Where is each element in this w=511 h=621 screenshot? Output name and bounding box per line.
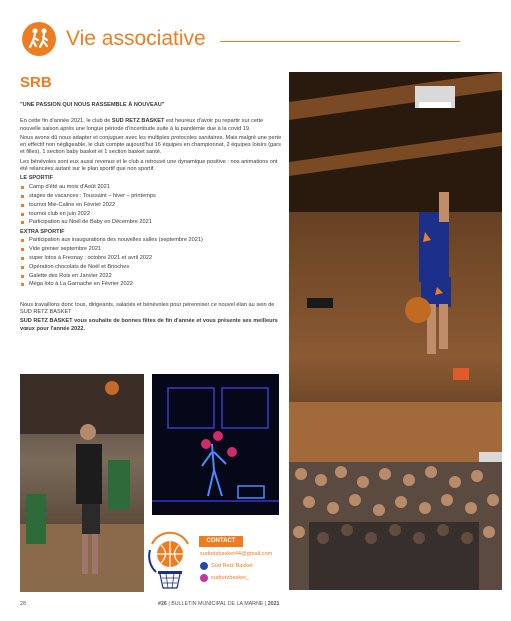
intro-text-c: est heureux d'avoir pu repartir sur cette nouvelle saison après une longue période d'incertitude suite à la pandémie due à la covid 19. xyxy=(20,118,264,132)
sport-list xyxy=(20,184,283,226)
header-divider xyxy=(220,41,460,42)
contact-email[interactable]: sudretzbasket44@gmail.com xyxy=(200,551,273,557)
publication-year: 2021 xyxy=(267,601,280,607)
page-title: Vie associative xyxy=(66,27,206,50)
page-number: 28 xyxy=(20,601,26,607)
instagram-icon[interactable] xyxy=(200,574,208,582)
paragraph-wishes: SUD RETZ BASKET vous souhaite de bonnes fêtes de fin d'année et vous présente ses meilleurs vœux pour l'année 2022. xyxy=(20,318,278,332)
footer-publication xyxy=(158,601,280,607)
photo-light-show xyxy=(152,374,279,515)
article-heading: SRB xyxy=(20,74,52,91)
footer-separator: | xyxy=(264,601,267,607)
list-item: tournoi club en juin 2022 xyxy=(20,211,283,218)
publication-name: BULLETIN MUNICIPAL DE LA MARNE xyxy=(171,601,264,607)
intro-text-a: En cette fin d'année 2021, le club de xyxy=(20,118,112,125)
contact-label: CONTACT xyxy=(199,536,243,547)
list-item: Camp d'été au mois d'Août 2021 xyxy=(20,184,283,191)
footer-separator: | xyxy=(168,601,170,607)
contact-block xyxy=(144,528,284,594)
list-item: Vide grenier septembre 2021 xyxy=(20,246,283,253)
extra-section-title: EXTRA SPORTIF xyxy=(20,228,65,235)
list-item: Galette des Rois en Janvier 2022 xyxy=(20,273,283,280)
paragraph-adapt: Nous avons dû nous adapter et conjuguer avec les multiples protocoles sanitaires. Mais malgré une perte en effectif non négligeable, le club compte aujourd'hui 16 équipes en championnat, 2 équipes loisirs (gars et filles), 1 section baby basket et 1 section basket santé. xyxy=(20,134,282,156)
contact-instagram[interactable]: sudretzbasket_ xyxy=(211,575,249,581)
list-item: Participation aux inaugurations des nouvelles salles (septembre 2021) xyxy=(20,237,283,244)
facebook-icon[interactable] xyxy=(200,562,208,570)
list-item: Participation au Noël de Baby en Décembre 2021 xyxy=(20,219,283,226)
article-subtitle: "UNE PASSION QUI NOUS RASSEMBLE À NOUVEAU" xyxy=(20,102,165,108)
club-logo xyxy=(144,528,196,592)
sport-section-title: LE SPORTIF xyxy=(20,175,53,182)
issue-number: #26 xyxy=(158,601,167,607)
photo-game xyxy=(20,374,144,592)
photo-dunk xyxy=(289,72,502,590)
article-text xyxy=(20,74,283,335)
list-item: stages de vacances : Toussaint – hiver – printemps xyxy=(20,193,283,200)
paragraph-closing: Nous travaillons donc tous, dirigeants, salariés et bénévoles pour pérenniser ce nouvel élan au sein de SUD RETZ BASKET xyxy=(20,301,275,316)
contact-facebook[interactable]: Sud Retz Basket xyxy=(211,563,253,569)
list-item: super lotos à Fresnay : octobre 2021 et avril 2022 xyxy=(20,255,283,262)
people-running-icon xyxy=(22,22,56,56)
list-item: Opération chocolats de Noël et Brioches xyxy=(20,264,283,271)
paragraph-volunteers: Les bénévoles sont eux aussi revenus et le club a retrouvé une dynamique positive : nos animations ont été relancées autant sur le plan sportif que non sportif. xyxy=(20,158,278,173)
list-item: Méga loto à La Garnache en Février 2022 xyxy=(20,281,283,288)
club-name: SUD RETZ BASKET xyxy=(111,118,165,125)
list-item: tournoi Mie-Caline en Février 2022 xyxy=(20,202,283,209)
extra-list xyxy=(20,237,283,288)
section-header xyxy=(22,22,492,58)
paragraph-intro xyxy=(20,118,283,133)
